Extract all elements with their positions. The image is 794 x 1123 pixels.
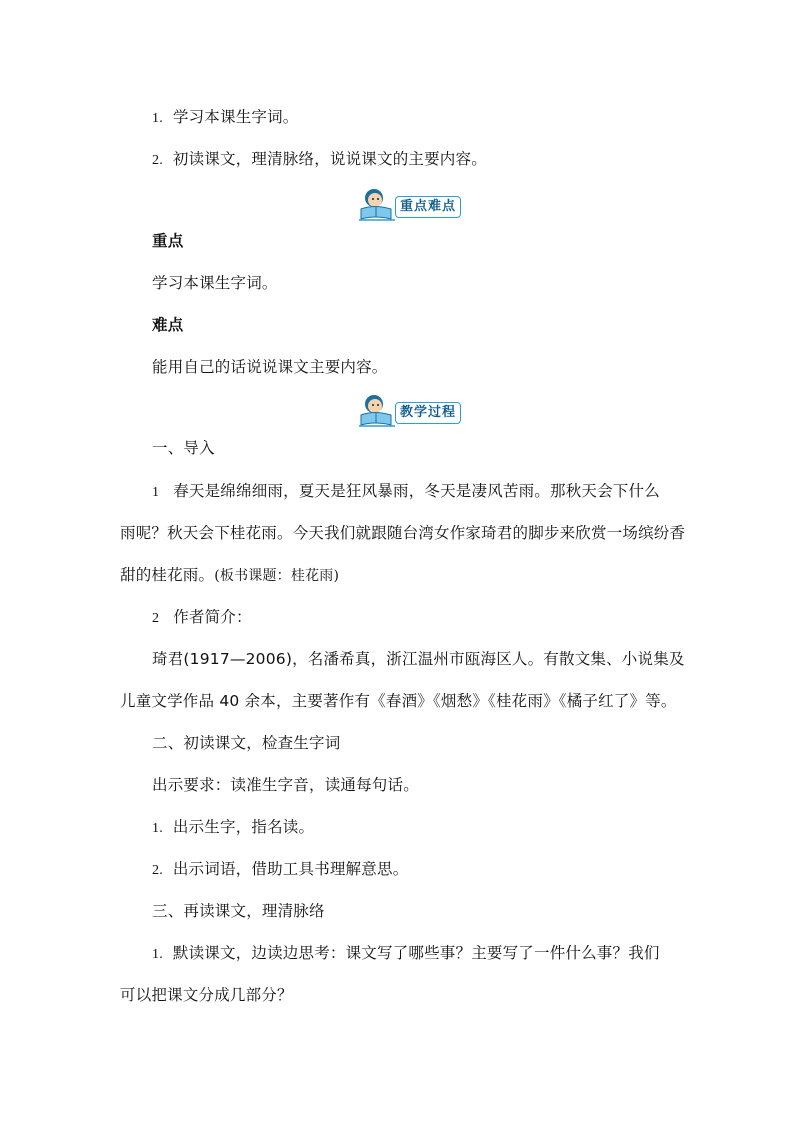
process-badge — [357, 393, 465, 427]
goal-item-2 — [152, 149, 487, 171]
intro-item-2-number: 2 — [152, 611, 160, 626]
part2-requirement: 出示要求：读准生字音，读通每句话。 — [152, 776, 419, 794]
key-points-badge — [357, 187, 465, 221]
part3-item-1-line-1 — [152, 943, 660, 965]
intro-item-1-number: 1 — [152, 485, 160, 500]
intro-item-1-line-1 — [152, 481, 660, 503]
intro-item-2-text: 作者简介： — [173, 608, 252, 626]
board-title-note: (板书课题：桂花雨) — [214, 568, 340, 584]
key-points-badge-label: 重点难点 — [395, 196, 461, 218]
part2-item-2-number: 2. — [152, 863, 163, 878]
intro-item-2 — [152, 607, 252, 629]
goal-number-1: 1. — [152, 111, 163, 126]
intro-item-1-text-line-3: 甜的桂花雨。 — [120, 566, 215, 584]
goal-text-1: 学习本课生字词。 — [172, 108, 299, 126]
part2-item-1-text: 出示生字，指名读。 — [172, 818, 315, 836]
part3-item-1-number: 1. — [152, 947, 163, 962]
intro-item-1-text-line-1: 春天是绵绵细雨，夏天是狂风暴雨，冬天是凄风苦雨。那秋天会下什么 — [173, 482, 660, 500]
process-badge-label: 教学过程 — [395, 402, 461, 424]
part1-heading: 一、导入 — [152, 439, 215, 457]
part2-item-1 — [152, 817, 314, 839]
goal-item-1 — [152, 107, 299, 129]
part2-item-2 — [152, 859, 408, 881]
part2-item-1-number: 1. — [152, 821, 163, 836]
intro-item-1-line-2: 雨呢？秋天会下桂花雨。今天我们就跟随台湾女作家琦君的脚步来欣赏一场缤纷香 — [120, 524, 686, 542]
part2-item-2-text: 出示词语，借助工具书理解意思。 — [172, 860, 409, 878]
intro-item-1-line-3 — [120, 565, 339, 586]
author-bio-line-1: 琦君(1917—2006)，名潘希真，浙江温州市瓯海区人。有散文集、小说集及 — [152, 650, 685, 668]
part3-heading: 三、再读课文，理清脉络 — [152, 902, 325, 920]
author-bio-line-2: 儿童文学作品 40 余本，主要著作有《春酒》《烟愁》《桂花雨》《橘子红了》等。 — [120, 692, 677, 710]
focus-heading: 重点 — [152, 232, 184, 250]
difficulty-text: 能用自己的话说说课文主要内容。 — [152, 358, 388, 376]
part2-heading: 二、初读课文，检查生字词 — [152, 734, 341, 752]
part3-item-1-line-2: 可以把课文分成几部分？ — [120, 986, 293, 1004]
goal-number-2: 2. — [152, 153, 163, 168]
difficulty-heading: 难点 — [152, 316, 184, 334]
goal-text-2: 初读课文，理清脉络，说说课文的主要内容。 — [172, 150, 487, 168]
part3-item-1-text-line-1: 默读课文，边读边思考：课文写了哪些事？主要写了一件什么事？我们 — [172, 944, 660, 962]
focus-text: 学习本课生字词。 — [152, 274, 278, 292]
